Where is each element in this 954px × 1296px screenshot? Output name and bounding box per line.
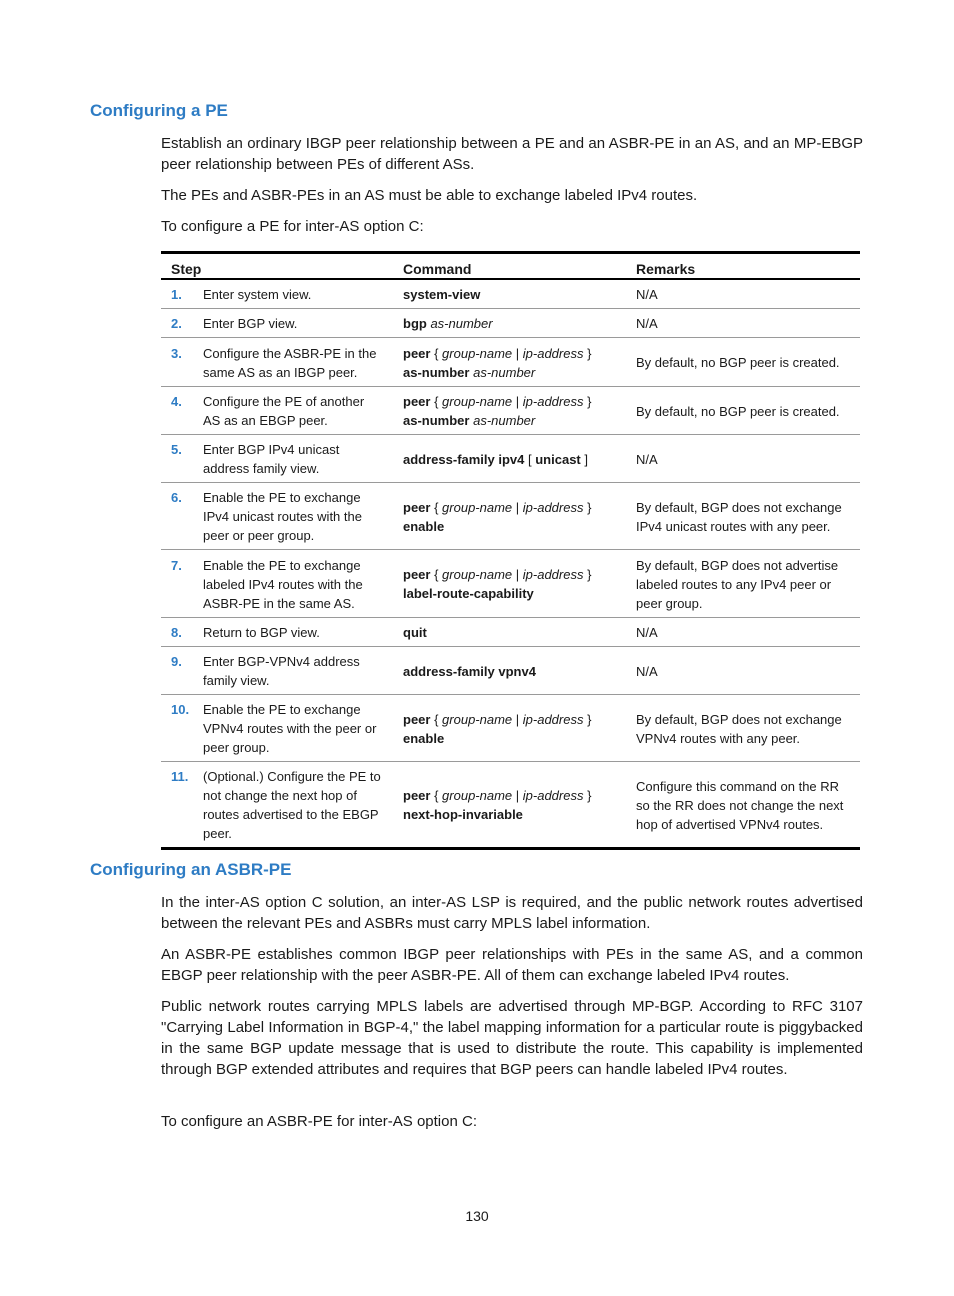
command-cell (393, 338, 626, 387)
command-separator: | (512, 711, 523, 727)
command-line (403, 392, 616, 411)
command-argument: ip-address (522, 567, 584, 582)
command-argument: group-name (442, 499, 513, 515)
command-keyword: peer (403, 711, 431, 727)
command-cell (393, 762, 626, 849)
column-header-remarks: Remarks (626, 253, 860, 280)
command-bracket: } (583, 567, 592, 582)
command-bracket: } (583, 345, 592, 361)
step-number: 8. (171, 625, 182, 640)
command-line (403, 662, 616, 681)
command-bracket: ] (580, 451, 588, 467)
command-cell (393, 647, 626, 695)
command-argument: as-number (473, 364, 536, 380)
step-description: Enable the PE to exchange IPv4 unicast routes with the peer or peer group. (203, 490, 362, 543)
command-argument: ip-address (522, 788, 584, 803)
step-description: Enable the PE to exchange labeled IPv4 routes with the ASBR-PE in the same AS. (203, 557, 363, 611)
step-cell (161, 550, 393, 618)
command-bracket: } (583, 788, 592, 803)
step-cell (161, 483, 393, 550)
command-argument: group-name (442, 345, 513, 361)
command-keyword: as-number (403, 413, 470, 428)
step-description: Return to BGP view. (203, 625, 320, 640)
command-bracket: } (583, 499, 592, 515)
remarks-cell: N/A (626, 618, 860, 647)
command-separator: | (512, 394, 523, 409)
command-keyword: unicast (535, 451, 581, 467)
table-row (161, 762, 860, 849)
section-heading-configuring-pe: Configuring a PE (90, 101, 228, 120)
command-cell (393, 387, 626, 435)
table-row (161, 435, 860, 483)
step-cell (161, 309, 393, 338)
configuration-steps-table (161, 251, 860, 850)
command-line (403, 450, 616, 469)
command-line (403, 411, 616, 430)
step-cell (161, 387, 393, 435)
column-header-command: Command (393, 253, 626, 280)
command-keyword: enable (403, 518, 445, 534)
table-row (161, 309, 860, 338)
step-description: Enter BGP-VPNv4 address family view. (203, 654, 360, 688)
command-keyword: peer (403, 499, 431, 515)
command-cell (393, 483, 626, 550)
remarks-cell: By default, BGP does not exchange IPv4 unicast routes with any peer. (626, 483, 860, 550)
table-row (161, 338, 860, 387)
paragraph: To configure an ASBR-PE for inter-AS option C: (161, 1113, 477, 1130)
command-argument: ip-address (522, 711, 584, 727)
command-keyword: peer (403, 394, 431, 409)
step-description: Enable the PE to exchange VPNv4 routes with the peer or peer group. (203, 702, 377, 755)
command-separator: | (512, 345, 523, 361)
table-row (161, 483, 860, 550)
command-argument: as-number (473, 413, 536, 428)
command-keyword: system-view (403, 287, 481, 302)
command-separator: | (512, 499, 523, 515)
remarks-cell: N/A (626, 435, 860, 483)
step-cell (161, 647, 393, 695)
command-cell (393, 279, 626, 309)
command-argument: group-name (442, 394, 513, 409)
remarks-cell: N/A (626, 279, 860, 309)
command-bracket: { (430, 345, 443, 361)
remarks-cell: By default, no BGP peer is created. (626, 338, 860, 387)
command-bracket: { (430, 711, 443, 727)
command-keyword: bgp (403, 316, 427, 331)
command-keyword: enable (403, 730, 445, 746)
step-number: 9. (171, 654, 182, 669)
command-keyword: as-number (403, 364, 470, 380)
command-bracket: { (430, 394, 443, 409)
paragraph: To configure a PE for inter-AS option C: (161, 218, 424, 235)
command-line (403, 285, 616, 304)
step-number: 4. (171, 394, 182, 409)
command-keyword: peer (403, 788, 431, 803)
remarks-cell: By default, BGP does not exchange VPNv4 routes with any peer. (626, 695, 860, 762)
step-number: 11. (171, 769, 189, 784)
table-row (161, 647, 860, 695)
command-argument: group-name (442, 788, 513, 803)
command-keyword: label-route-capability (403, 586, 534, 601)
command-argument: ip-address (522, 499, 584, 515)
page-number: 130 (465, 1208, 489, 1224)
step-cell (161, 279, 393, 309)
table-row (161, 279, 860, 309)
step-cell (161, 338, 393, 387)
table-row (161, 550, 860, 618)
command-keyword: peer (403, 567, 431, 582)
command-line (403, 517, 616, 536)
paragraph: The PEs and ASBR-PEs in an AS must be able to exchange labeled IPv4 routes. (161, 187, 698, 204)
command-keyword: address-family ipv4 (403, 451, 525, 467)
command-cell (393, 618, 626, 647)
command-line (403, 565, 616, 584)
command-keyword: peer (403, 345, 431, 361)
step-number: 7. (171, 557, 182, 573)
step-description: Enter BGP view. (203, 316, 298, 331)
command-cell (393, 550, 626, 618)
table-header-row (161, 253, 860, 280)
step-description: Configure the PE of another AS as an EBGP peer. (203, 394, 365, 428)
command-keyword: next-hop-invariable (403, 807, 523, 822)
remarks-cell: N/A (626, 309, 860, 338)
step-cell (161, 435, 393, 483)
step-cell (161, 618, 393, 647)
command-bracket: [ (524, 451, 536, 467)
table-row (161, 695, 860, 762)
command-line (403, 314, 616, 333)
command-cell (393, 435, 626, 483)
command-line (403, 786, 616, 805)
step-description: (Optional.) Configure the PE to not change the next hop of routes advertised to the EBGP peer. (203, 769, 381, 841)
command-line (403, 498, 616, 517)
command-cell (393, 695, 626, 762)
remarks-cell: Configure this command on the RR so the RR does not change the next hop of advertised VPNv4 routes. (626, 762, 860, 849)
command-line (403, 363, 616, 382)
remarks-cell: By default, no BGP peer is created. (626, 387, 860, 435)
paragraph: An ASBR-PE establishes common IBGP peer relationships with PEs in the same AS, and a common EBGP peer relationship with the peer ASBR-PE. All of them can exchange labeled IPv4 routes. (161, 946, 863, 984)
table-row (161, 387, 860, 435)
step-number: 2. (171, 316, 182, 331)
command-line (403, 344, 616, 363)
command-bracket: { (430, 567, 443, 582)
command-argument: group-name (442, 567, 513, 582)
step-number: 10. (171, 702, 190, 717)
paragraph: Establish an ordinary IBGP peer relationship between a PE and an ASBR-PE in an AS, and an MP-EBGP peer relationship between PEs of different ASs. (161, 135, 863, 173)
command-line (403, 729, 616, 748)
command-argument: ip-address (522, 394, 584, 409)
command-argument: as-number (430, 316, 493, 331)
step-cell (161, 695, 393, 762)
command-argument: group-name (442, 711, 513, 727)
paragraph: Public network routes carrying MPLS labels are advertised through MP-BGP. According to RFC 3107 "Carrying Label Information in BGP-4," the label mapping information for a particular route is piggybacked in the same BGP update message that is used to distribute the route. This capability is implemented through BGP extended attributes and requires that BGP peers can handle labeled IPv4 routes. (161, 998, 863, 1078)
step-number: 5. (171, 442, 182, 457)
command-line (403, 710, 616, 729)
step-number: 6. (171, 490, 182, 505)
command-cell (393, 309, 626, 338)
command-bracket: } (583, 394, 592, 409)
command-separator: | (512, 788, 523, 803)
section-heading-configuring-asbr-pe: Configuring an ASBR-PE (90, 860, 292, 879)
step-number: 3. (171, 345, 182, 361)
command-bracket: { (430, 788, 443, 803)
command-keyword: quit (403, 625, 427, 640)
paragraph: In the inter-AS option C solution, an inter-AS LSP is required, and the public network routes advertised between the relevant PEs and ASBRs must carry MPLS label information. (161, 894, 863, 932)
step-description: Configure the ASBR-PE in the same AS as an IBGP peer. (203, 345, 377, 380)
step-description: Enter system view. (203, 287, 312, 302)
remarks-cell: By default, BGP does not advertise labeled routes to any IPv4 peer or peer group. (626, 550, 860, 618)
command-argument: ip-address (522, 345, 584, 361)
step-number: 1. (171, 287, 182, 302)
command-bracket: } (583, 711, 592, 727)
table-row (161, 618, 860, 647)
step-cell (161, 762, 393, 849)
command-line (403, 805, 616, 824)
step-description: Enter BGP IPv4 unicast address family view. (203, 442, 340, 476)
command-keyword: address-family vpnv4 (403, 663, 536, 679)
command-line (403, 584, 616, 603)
remarks-cell: N/A (626, 647, 860, 695)
command-bracket: { (430, 499, 443, 515)
command-separator: | (512, 567, 523, 582)
column-header-step: Step (161, 253, 393, 280)
command-line (403, 623, 616, 642)
